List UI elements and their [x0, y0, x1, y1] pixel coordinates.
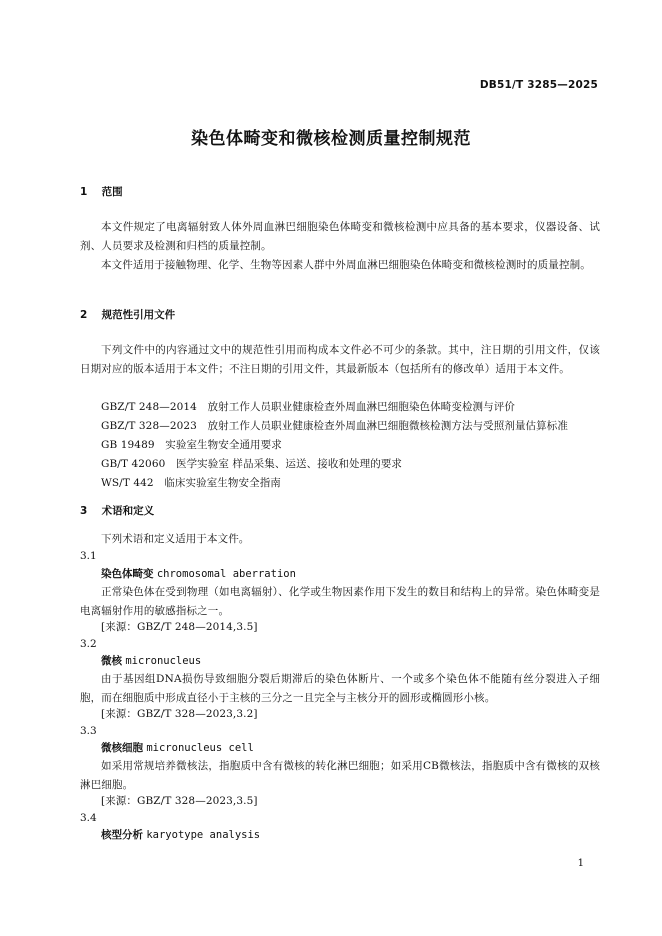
reference-item: GB/T 42060 医学实验室 样品采集、运送、接收和处理的要求 — [101, 458, 403, 470]
term-heading — [101, 739, 254, 758]
term-number: 3.1 — [80, 550, 97, 562]
section-number: 1 — [80, 186, 88, 198]
term-chinese: 染色体畸变 — [101, 568, 154, 580]
section-1-paragraph-2: 本文件适用于接触物理、化学、生物等因素人群中外周血淋巴细胞染色体畸变和微核检测时的质量控制。 — [101, 259, 591, 271]
term-heading — [101, 652, 201, 671]
term-english: chromosomal aberration — [156, 568, 296, 580]
reference-item: WS/T 442 临床实验室生物安全指南 — [101, 477, 281, 489]
document-header-code: DB51/T 3285—2025 — [479, 79, 598, 91]
section-3-intro: 下列术语和定义适用于本文件。 — [101, 533, 250, 545]
section-2-heading — [80, 307, 175, 322]
term-english: karyotype analysis — [146, 829, 261, 841]
page-number: 1 — [577, 858, 584, 869]
document-title: 染色体畸变和微核检测质量控制规范 — [191, 129, 471, 149]
term-number: 3.3 — [80, 725, 97, 737]
section-number: 2 — [80, 309, 88, 321]
section-number: 3 — [80, 505, 88, 517]
term-source: [来源：GBZ/T 248—2014,3.5] — [101, 621, 258, 633]
term-chinese: 微核 — [101, 655, 122, 667]
term-english: micronucleus cell — [146, 742, 254, 754]
term-definition: 正常染色体在受到物理（如电离辐射）、化学或生物因素作用下发生的数目和结构上的异常。染色体畸变是电离辐射作用的敏感指标之一。 — [80, 586, 600, 617]
section-title: 术语和定义 — [101, 505, 155, 517]
section-3-heading — [80, 503, 154, 518]
term-english: micronucleus — [125, 655, 202, 667]
section-1-paragraph-1: 本文件规定了电离辐射致人体外周血淋巴细胞染色体畸变和微核检测中应具备的基本要求，仪器设备、试剂、人员要求及检测和归档的质量控制。 — [80, 221, 600, 252]
term-chinese: 核型分析 — [101, 829, 143, 841]
section-title: 范围 — [101, 186, 123, 198]
section-title: 规范性引用文件 — [101, 309, 176, 321]
term-heading — [101, 826, 260, 845]
term-source: [来源：GBZ/T 328—2023,3.2] — [101, 708, 258, 720]
term-definition: 由于基因组DNA损伤导致细胞分裂后期滞后的染色体断片、一个或多个染色体不能随有丝分裂进入子细胞，而在细胞质中形成直径小于主核的三分之一且完全与主核分开的圆形或椭圆形小核。 — [80, 673, 600, 704]
section-2-intro: 下列文件中的内容通过文中的规范性引用而构成本文件必不可少的条款。其中，注日期的引用文件，仅该日期对应的版本适用于本文件；不注日期的引用文件，其最新版本（包括所有的修改单）适用于本文件。 — [80, 344, 600, 375]
term-number: 3.2 — [80, 638, 97, 650]
section-1-heading — [80, 184, 123, 199]
term-heading — [101, 565, 296, 584]
term-definition: 如采用常规培养微核法，指胞质中含有微核的转化淋巴细胞；如采用CB微核法，指胞质中含有微核的双核淋巴细胞。 — [80, 760, 600, 791]
term-chinese: 微核细胞 — [101, 742, 143, 754]
term-number: 3.4 — [80, 812, 97, 824]
reference-item: GB 19489 实验室生物安全通用要求 — [101, 439, 282, 451]
reference-item: GBZ/T 328—2023 放射工作人员职业健康检查外周血淋巴细胞微核检测方法与受照剂量估算标准 — [101, 420, 568, 432]
term-source: [来源：GBZ/T 328—2023,3.5] — [101, 795, 258, 807]
reference-item: GBZ/T 248—2014 放射工作人员职业健康检查外周血淋巴细胞染色体畸变检测与评价 — [101, 401, 515, 413]
